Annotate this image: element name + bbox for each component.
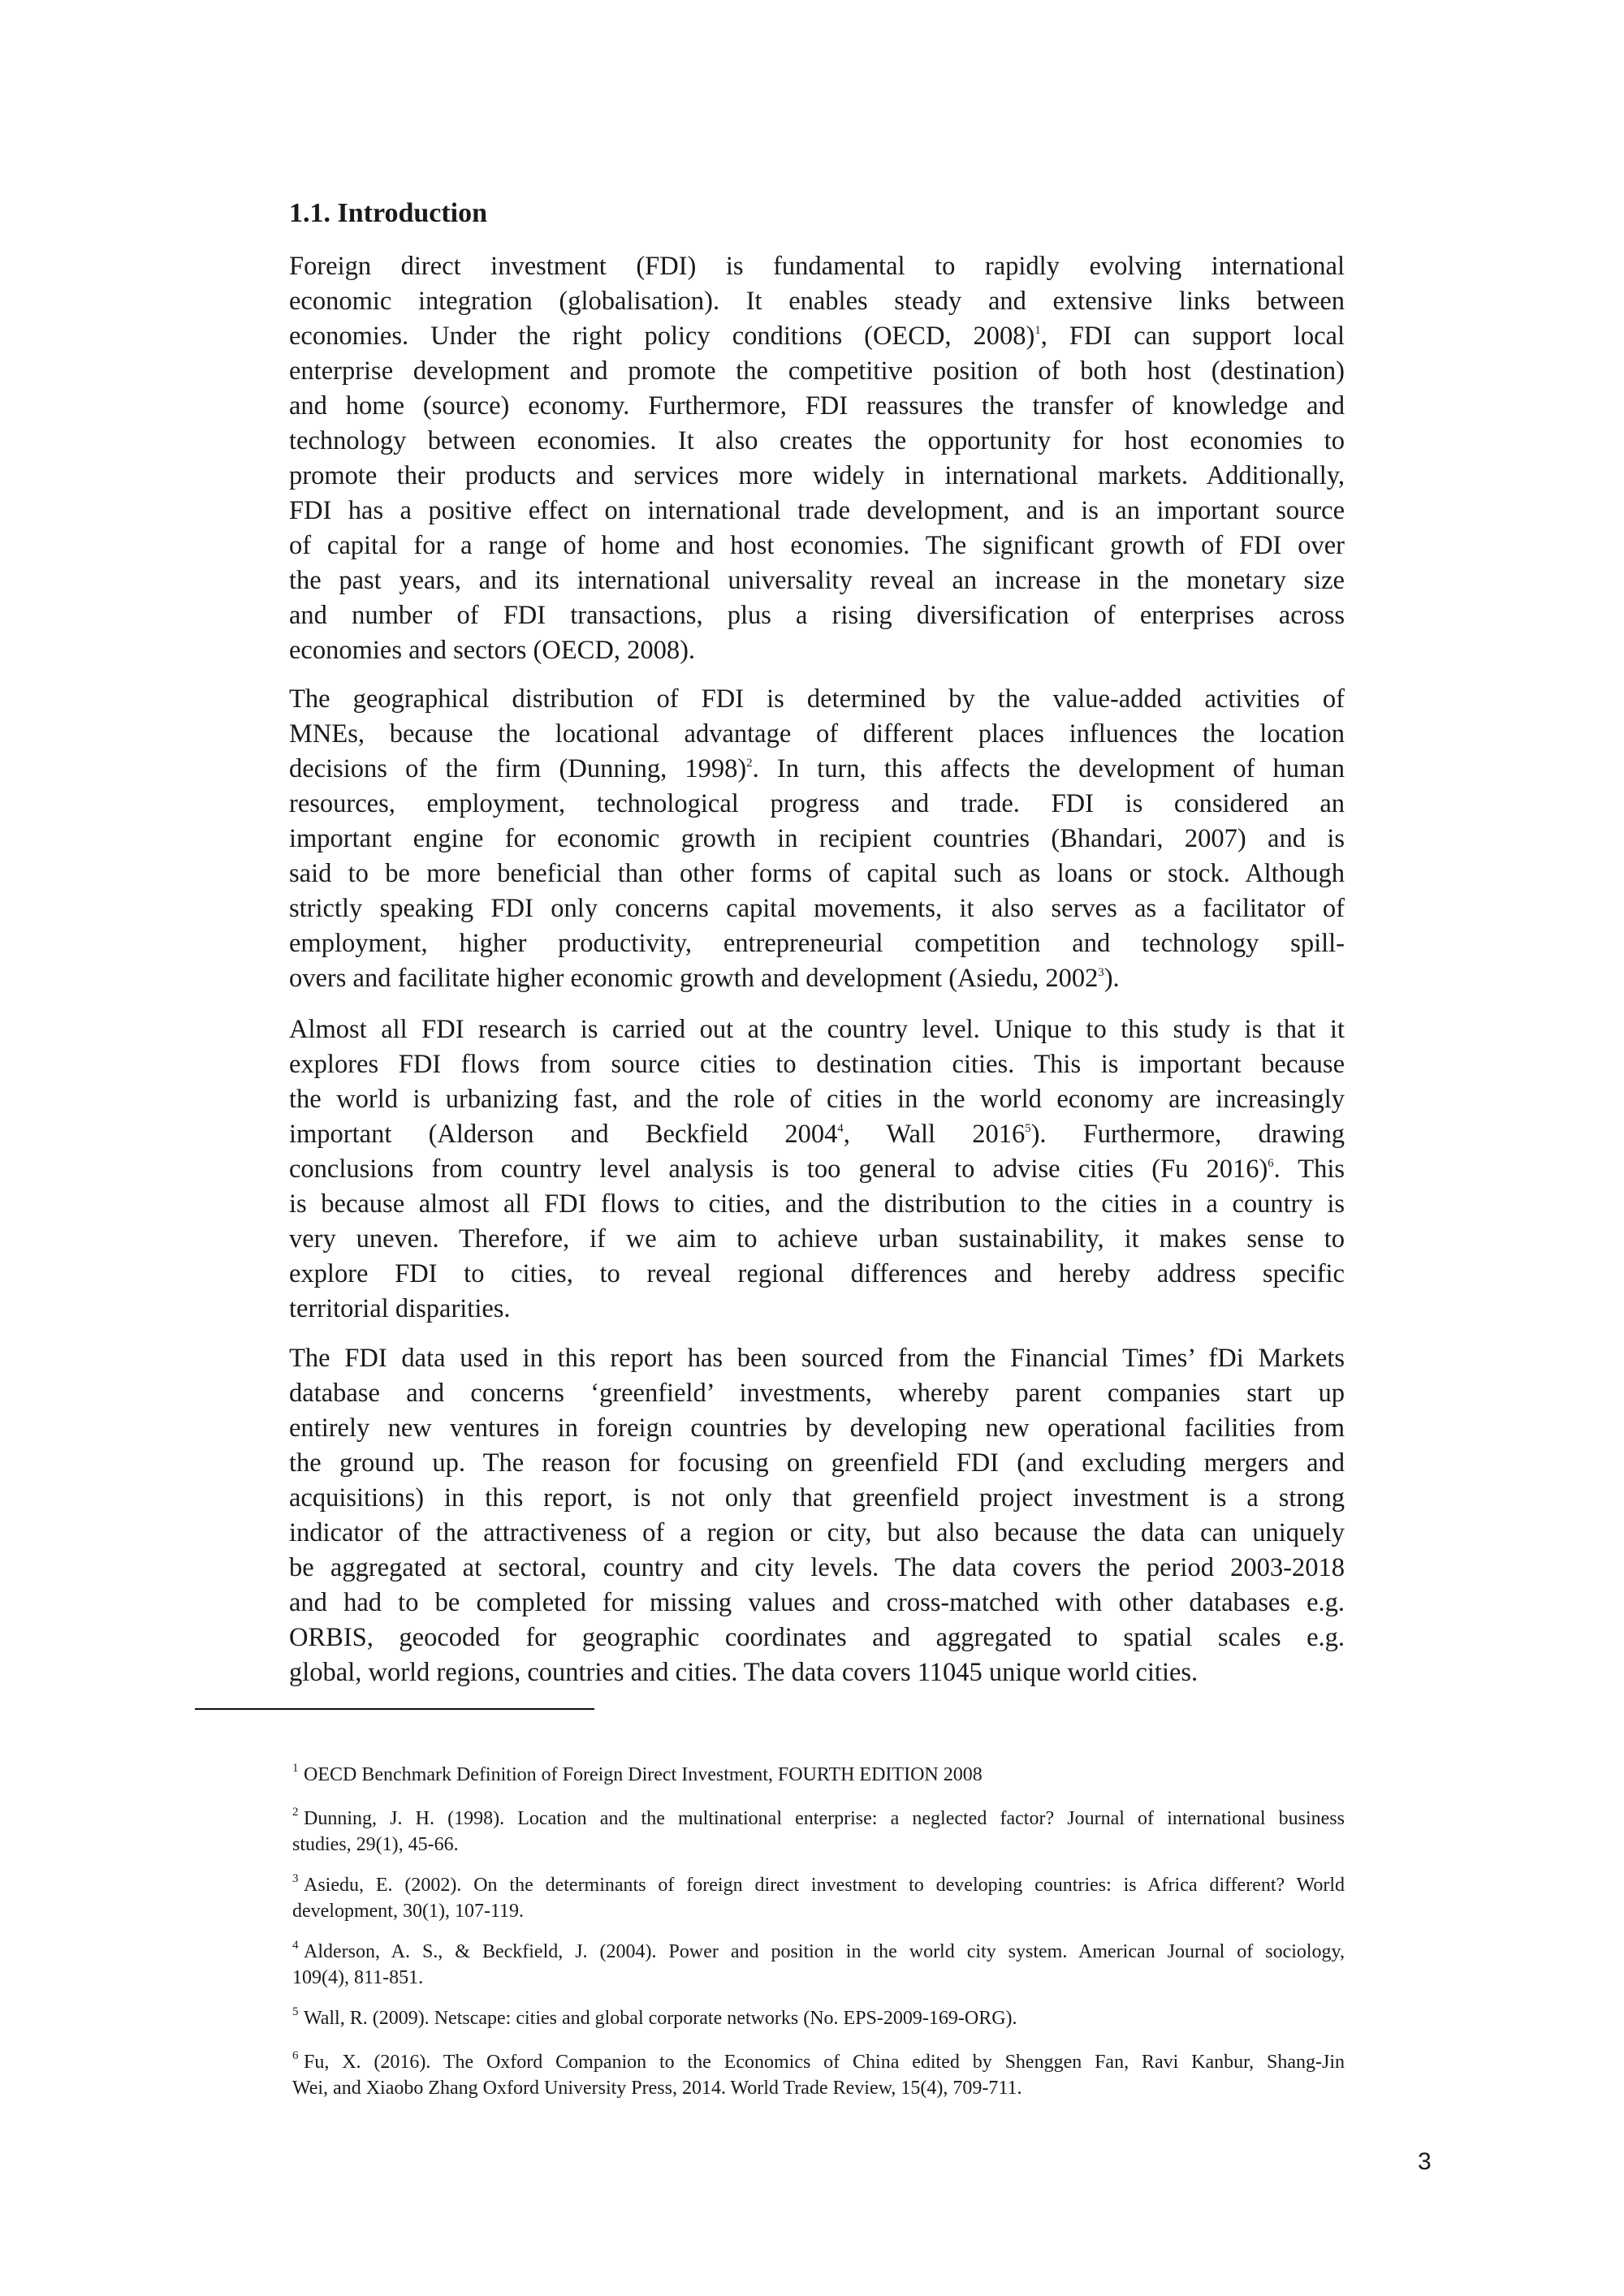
footnote-number: 1	[292, 1762, 299, 1775]
text-line: overs and facilitate higher economic growth and development (Asiedu, 2002$^3$).	[289, 964, 1120, 993]
text-line: territorial disparities.	[289, 1294, 511, 1323]
text-line: economies and sectors (OECD, 2008).	[289, 636, 696, 665]
text-line: economies. Under the right policy conditions (OECD, 2008)$^1$, FDI can support local	[289, 322, 1345, 351]
text-line: explores FDI flows from source cities to destination cities. This is important because	[289, 1050, 1345, 1079]
text-line: The geographical distribution of FDI is determined by the value-added activities of	[289, 684, 1345, 714]
footnote-number: 2	[292, 1806, 299, 1819]
footnote-ref[interactable]: 6	[1268, 1156, 1274, 1170]
text-line: database and concerns ‘greenfield’ investments, whereby parent companies start up	[289, 1379, 1345, 1408]
footnote-text: Alderson, A. S., & Beckfield, J. (2004). Power and position in the world city system. American Journal of sociology,	[304, 1941, 1345, 1962]
footnote	[292, 2005, 1345, 2031]
footnote-text: Fu, X. (2016). The Oxford Companion to the Economics of China edited by Shenggen Fan, Ravi Kanbur, Shang-Jin	[304, 2052, 1345, 2073]
text-line: entirely new ventures in foreign countries by developing new operational facilities from	[289, 1413, 1345, 1443]
footnote-text: Dunning, J. H. (1998). Location and the multinational enterprise: a neglected factor? Journal of international business	[304, 1808, 1345, 1829]
footnote-text: 109(4), 811-851.	[292, 1967, 424, 1988]
text-line: FDI has a positive effect on international trade development, and is an important source	[289, 496, 1345, 525]
text-line: and home (source) economy. Furthermore, FDI reassures the transfer of knowledge and	[289, 391, 1345, 421]
body-paragraph	[289, 1341, 1345, 1690]
footnote	[292, 2049, 1345, 2101]
footnote-ref[interactable]: 4	[837, 1121, 844, 1135]
text-line: and had to be completed for missing values and cross-matched with other databases e.g.	[289, 1588, 1345, 1617]
text-line: the ground up. The reason for focusing on greenfield FDI (and excluding mergers and	[289, 1448, 1345, 1478]
text-line: enterprise development and promote the competitive position of both host (destination)	[289, 356, 1345, 386]
text-line: MNEs, because the locational advantage of different places influences the location	[289, 719, 1345, 749]
text-line: promote their products and services more widely in international markets. Additionally,	[289, 461, 1345, 490]
footnote-ref[interactable]: 1	[1034, 323, 1041, 337]
text-line: Foreign direct investment (FDI) is fundamental to rapidly evolving international	[289, 252, 1345, 281]
footnote-ref[interactable]: 5	[1025, 1121, 1031, 1135]
text-line: Almost all FDI research is carried out at the country level. Unique to this study is that it	[289, 1015, 1345, 1044]
footnote-text: Wei, and Xiaobo Zhang Oxford University Press, 2014. World Trade Review, 15(4), 709-711.	[292, 2078, 1022, 2099]
footnote-text: development, 30(1), 107-119.	[292, 1901, 525, 1922]
text-line: important engine for economic growth in recipient countries (Bhandari, 2007) and is	[289, 824, 1345, 853]
body-paragraph	[289, 249, 1345, 668]
footnote	[292, 1872, 1345, 1924]
text-line: conclusions from country level analysis is too general to advise cities (Fu 2016)$^6$. This	[289, 1154, 1345, 1184]
footnote-number: 6	[292, 2049, 299, 2062]
text-line: said to be more beneficial than other forms of capital such as loans or stock. Although	[289, 859, 1345, 888]
text-line: decisions of the firm (Dunning, 1998)$^2$. In turn, this affects the development of human	[289, 754, 1345, 783]
text-line: global, world regions, countries and cities. The data covers 11045 unique world cities.	[289, 1658, 1199, 1687]
footnote-ref[interactable]: 2	[746, 756, 753, 770]
text-line: resources, employment, technological progress and trade. FDI is considered an	[289, 789, 1345, 818]
text-line: explore FDI to cities, to reveal regional differences and hereby address specific	[289, 1259, 1345, 1288]
footnote	[292, 1762, 1345, 1788]
footnote-number: 3	[292, 1872, 299, 1885]
footnote	[292, 1939, 1345, 1991]
text-line: and number of FDI transactions, plus a rising diversification of enterprises across	[289, 601, 1345, 630]
text-line: strictly speaking FDI only concerns capital movements, it also serves as a facilitator of	[289, 894, 1345, 923]
text-line: economic integration (globalisation). It enables steady and extensive links between	[289, 287, 1345, 316]
footnote-text: OECD Benchmark Definition of Foreign Direct Investment, FOURTH EDITION 2008	[304, 1764, 983, 1785]
body-paragraph	[289, 682, 1345, 996]
footnote-number: 4	[292, 1939, 299, 1952]
text-line: ORBIS, geocoded for geographic coordinates and aggregated to spatial scales e.g.	[289, 1623, 1345, 1652]
text-line: of capital for a range of home and host economies. The significant growth of FDI over	[289, 531, 1345, 560]
footnote-separator	[195, 1708, 594, 1710]
footnote-number: 5	[292, 2005, 299, 2018]
text-line: be aggregated at sectoral, country and city levels. The data covers the period 2003-2018	[289, 1553, 1345, 1582]
page-number: 3	[1418, 2148, 1432, 2175]
footnote	[292, 1806, 1345, 1858]
text-line: acquisitions) in this report, is not only that greenfield project investment is a strong	[289, 1483, 1345, 1513]
footnote-text: Asiedu, E. (2002). On the determinants of foreign direct investment to developing countries: is Africa different? World	[304, 1875, 1345, 1896]
text-line: is because almost all FDI flows to cities, and the distribution to the cities in a country is	[289, 1189, 1345, 1219]
text-line: employment, higher productivity, entrepreneurial competition and technology spill-	[289, 929, 1345, 958]
text-line: technology between economies. It also creates the opportunity for host economies to	[289, 426, 1345, 455]
text-line: the world is urbanizing fast, and the role of cities in the world economy are increasingly	[289, 1085, 1345, 1114]
text-line: indicator of the attractiveness of a region or city, but also because the data can uniquely	[289, 1518, 1345, 1547]
footnote-text: studies, 29(1), 45-66.	[292, 1834, 459, 1855]
text-line: the past years, and its international universality reveal an increase in the monetary size	[289, 566, 1345, 595]
text-line: very uneven. Therefore, if we aim to achieve urban sustainability, it makes sense to	[289, 1224, 1345, 1254]
footnote-text: Wall, R. (2009). Netscape: cities and global corporate networks (No. EPS-2009-169-ORG).	[304, 2008, 1017, 2029]
body-paragraph	[289, 1012, 1345, 1327]
footnote-ref[interactable]: 3	[1098, 965, 1104, 979]
text-line: important (Alderson and Beckfield 2004$^4$, Wall 2016$^5$). Furthermore, drawing	[289, 1120, 1345, 1149]
section-heading: 1.1. Introduction	[289, 198, 488, 228]
text-line: The FDI data used in this report has been sourced from the Financial Times’ fDi Markets	[289, 1344, 1345, 1373]
